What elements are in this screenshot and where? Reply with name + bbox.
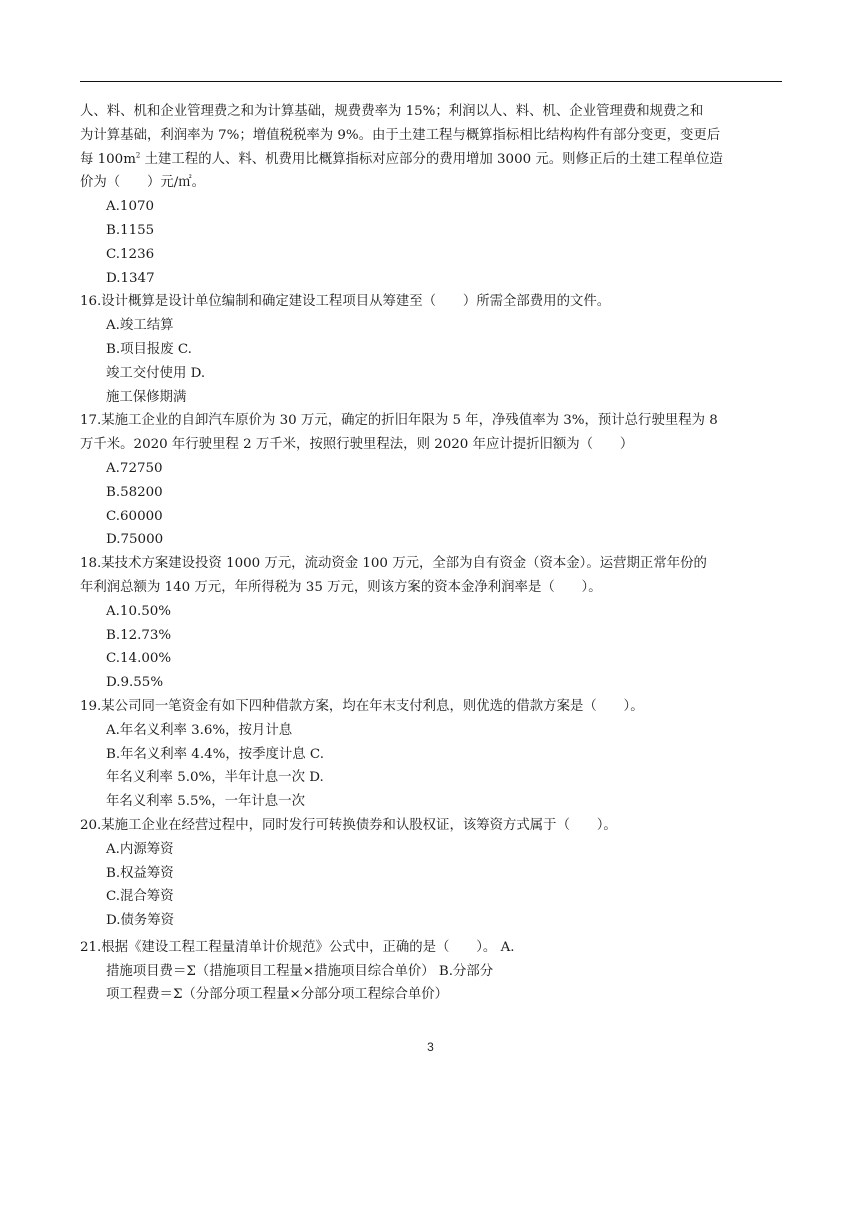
- q16-line-4: 施工保修期满: [106, 389, 187, 405]
- q20-stem: 20.某施工企业在经营过程中，同时发行可转换债券和认股权证，该筹资方式属于（ ）。: [80, 817, 617, 833]
- q16-line-2: B.项目报废 C.: [106, 341, 192, 357]
- superscript-2: 2: [135, 151, 141, 160]
- q16-stem: 16.设计概算是设计单位编制和确定建设工程项目从筹建至（ ）所需全部费用的文件。: [80, 294, 611, 310]
- q18-option-d: D.9.55%: [106, 675, 164, 691]
- q20-option-d: D.债务筹资: [106, 913, 175, 929]
- q19-line-4: 年名义利率 5.5%，一年计息一次: [106, 794, 305, 810]
- q17-option-c: C.60000: [106, 508, 163, 524]
- header-rule: [80, 81, 782, 82]
- intro-line-4: 价为（ ）元/㎡。: [80, 175, 206, 191]
- q19-line-1: A.年名义利率 3.6%，按月计息: [106, 722, 293, 738]
- intro-line-1: 人、料、机和企业管理费之和为计算基础，规费费率为 15%；利润以人、料、机、企业管理费和规费之和: [80, 104, 704, 119]
- q20-option-c: C.混合筹资: [106, 889, 174, 905]
- intro-line-3: 每 $100m^2$ 土建工程的人、料、机费用比概算指标对应部分的费用增加 3000 元。则修正后的土建工程单位造: [80, 151, 723, 167]
- q21-stem: 21.根据《建设工程工程量清单计价规范》公式中，正确的是（ ）。 A.: [80, 939, 515, 955]
- q18-option-b: B.12.73%: [106, 627, 172, 643]
- q15-option-b: B.1155: [106, 222, 155, 238]
- q16-line-1: A.竣工结算: [106, 318, 174, 334]
- q21-line-2: 项工程费＝Σ（分部分项工程量×分部分项工程综合单价）: [106, 987, 449, 1003]
- q20-option-a: A.内源筹资: [106, 841, 174, 857]
- q17-stem-line-1: 17.某施工企业的自卸汽车原价为 30 万元，确定的折旧年限为 5 年，净残值率为 3%，预计总行驶里程为 8: [80, 413, 718, 429]
- q16-line-3: 竣工交付使用 D.: [106, 365, 206, 381]
- q18-option-a: A.10.50%: [106, 603, 171, 619]
- q19-line-3: 年名义利率 5.0%，半年计息一次 D.: [106, 770, 324, 786]
- document-body: [80, 100, 784, 1007]
- q18-stem-line-1: 18.某技术方案建设投资 1000 万元，流动资金 100 万元，全部为自有资金（资本金）。运营期正常年份的: [80, 556, 707, 572]
- q18-stem-line-2: 年利润总额为 140 万元，年所得税为 35 万元，则该方案的资本金净利润率是（ ）。: [80, 579, 602, 595]
- q19-line-2: B.年名义利率 4.4%，按季度计息 C.: [106, 746, 324, 762]
- intro-line-2: 为计算基础，利润率为 7%；增值税税率为 9%。由于土建工程与概算指标相比结构构件有部分变更，变更后: [80, 127, 721, 143]
- q20-option-b: B.权益筹资: [106, 865, 174, 881]
- q15-option-a: A.1070: [106, 199, 155, 215]
- q15-option-d: D.1347: [106, 270, 155, 286]
- q19-stem: 19.某公司同一笔资金有如下四种借款方案，均在年末支付利息，则优选的借款方案是（ ）。: [80, 698, 644, 714]
- q21-line-1: 措施项目费＝Σ（措施项目工程量×措施项目综合单价） B.分部分: [106, 963, 494, 979]
- q18-option-c: C.14.00%: [106, 651, 172, 667]
- q17-option-a: A.72750: [106, 460, 163, 476]
- q17-option-b: B.58200: [106, 484, 163, 500]
- page-number: 3: [427, 1040, 434, 1054]
- q17-option-d: D.75000: [106, 532, 164, 548]
- q17-stem-line-2: 万千米。2020 年行驶里程 2 万千米，按照行驶里程法，则 2020 年应计提折旧额为（ ）: [80, 437, 634, 453]
- q15-option-c: C.1236: [106, 246, 155, 262]
